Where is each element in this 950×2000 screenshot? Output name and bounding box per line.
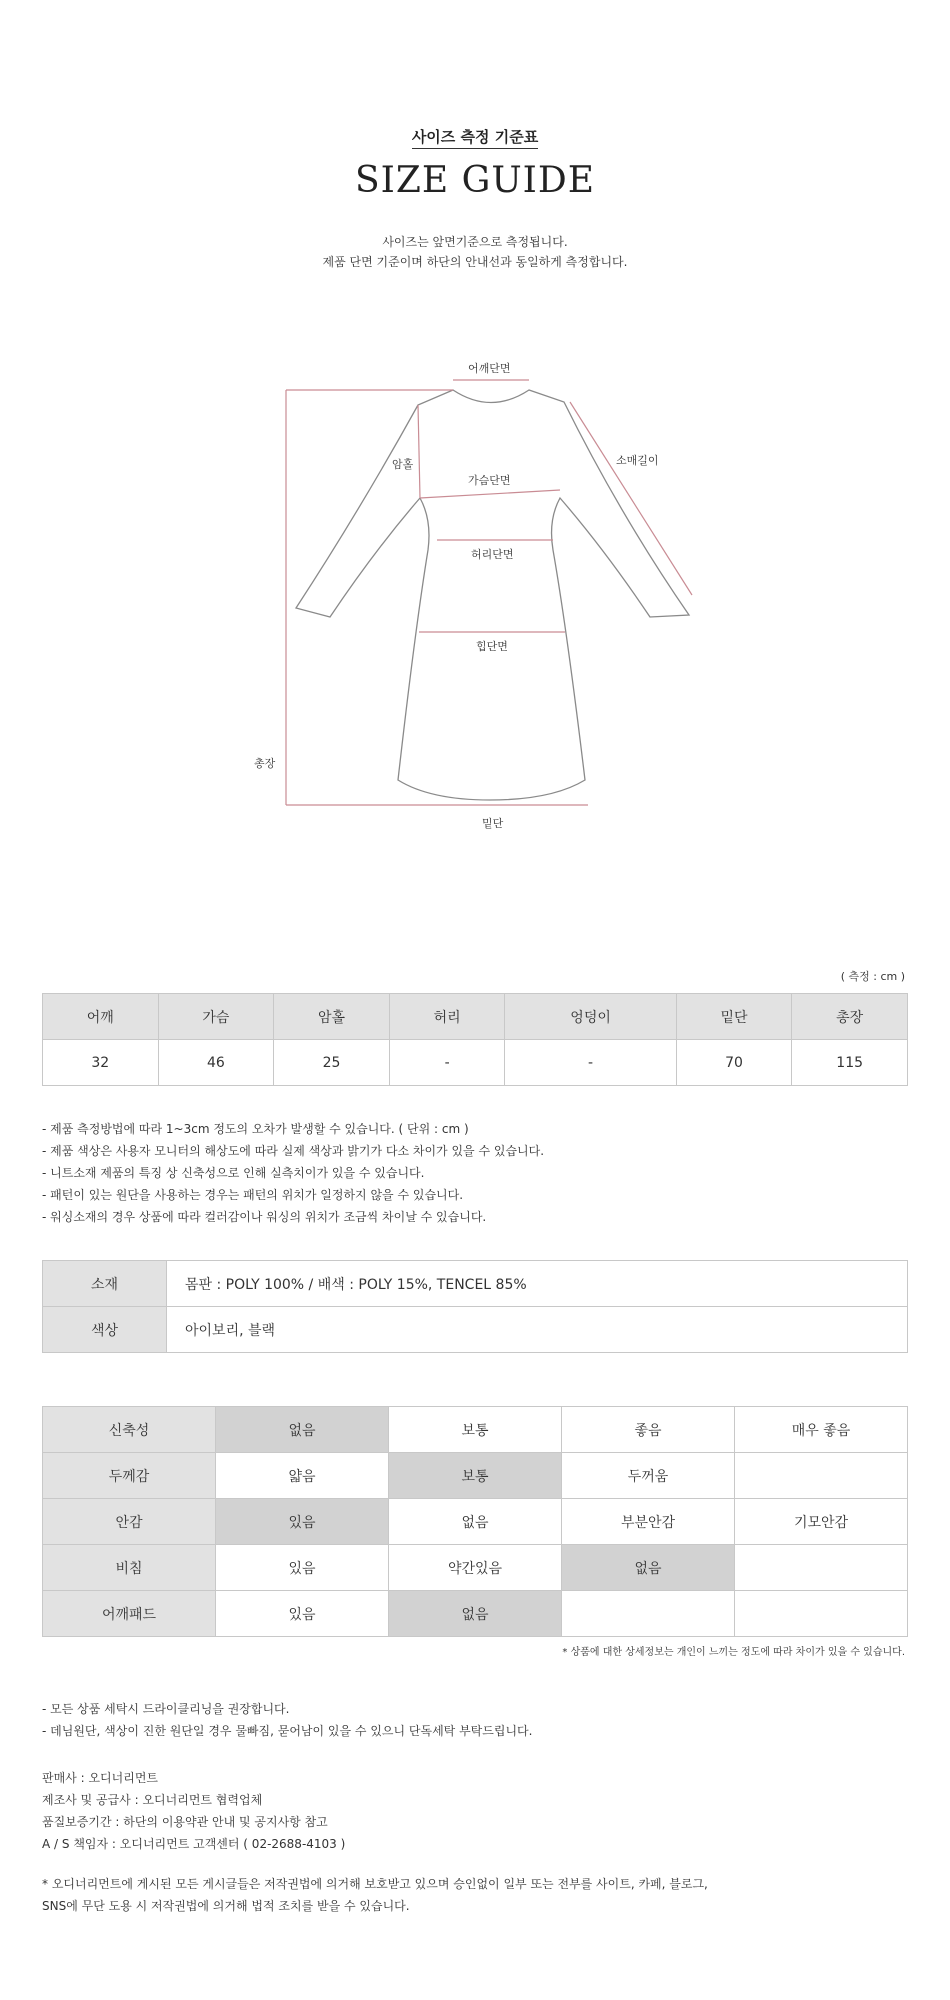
header-total-length: 총장 [792,994,908,1040]
attribute-label: 신축성 [43,1407,216,1453]
attribute-option [735,1545,908,1591]
attribute-label: 어깨패드 [43,1591,216,1637]
intro-line-2: 제품 단면 기준이며 하단의 안내선과 동일하게 측정합니다. [322,255,628,269]
seller-line: 판매사 : 오디너리먼트 [42,1771,159,1785]
attribute-option: 약간있음 [389,1545,562,1591]
header-armhole: 암홀 [274,994,390,1040]
attribute-table [42,1406,908,1637]
attribute-row [43,1545,908,1591]
header-waist: 허리 [389,994,505,1040]
value-total-length: 115 [792,1040,908,1086]
title-ko-text: 사이즈 측정 기준표 [412,128,538,149]
page-title-korean [0,126,950,147]
attribute-option: 보통 [389,1407,562,1453]
value-hip: - [505,1040,676,1086]
value-waist: - [389,1040,505,1086]
attribute-row [43,1407,908,1453]
label-shoulder: 어깨단면 [468,362,511,375]
armhole-measure-line [418,405,420,498]
fabric-row [43,1261,908,1307]
attribute-option: 없음 [389,1499,562,1545]
label-total-length: 총장 [254,757,276,770]
size-table [42,993,908,1086]
attribute-option: 있음 [216,1545,389,1591]
attribute-label: 안감 [43,1499,216,1545]
note-line: - 워싱소재의 경우 상품에 따라 컬러감이나 워싱의 위치가 조금씩 차이날 수 있습니다. [42,1210,487,1224]
header-hip: 엉덩이 [505,994,676,1040]
intro-line-1: 사이즈는 앞면기준으로 측정됩니다. [382,235,568,249]
value-armhole: 25 [274,1040,390,1086]
chest-measure-line [420,490,560,498]
material-table [42,1260,908,1353]
attribute-row [43,1453,908,1499]
attribute-option [562,1591,735,1637]
value-shoulder: 32 [43,1040,159,1086]
label-chest: 가슴단면 [468,474,511,487]
label-hem: 밑단 [482,817,504,830]
header-chest: 가슴 [158,994,274,1040]
note-line: - 제품 측정방법에 따라 1~3cm 정도의 오차가 발생할 수 있습니다. ( 단위 : cm ) [42,1122,469,1136]
attribute-option: 좋음 [562,1407,735,1453]
measurement-notes [42,1118,544,1228]
fabric-value: 몸판 : POLY 100% / 배색 : POLY 15%, TENCEL 85% [167,1261,908,1307]
note-line: - 니트소재 제품의 특징 상 신축성으로 인해 실측치이가 있을 수 있습니다. [42,1166,425,1180]
attribute-option-selected: 있음 [216,1499,389,1545]
note-line: - 제품 색상은 사용자 모니터의 해상도에 따라 실제 색상과 밝기가 다소 차이가 있을 수 있습니다. [42,1144,545,1158]
label-hip: 힙단면 [476,640,508,653]
attribute-label: 두께감 [43,1453,216,1499]
color-label: 색상 [43,1307,167,1353]
seller-line: 품질보증기간 : 하단의 이용약관 안내 및 공지사항 참고 [42,1815,328,1829]
label-waist: 허리단면 [471,548,514,561]
attribute-option: 부분안감 [562,1499,735,1545]
copyright-line: * 오디너리먼트에 게시된 모든 게시글들은 저작권법에 의거해 보호받고 있으며 승인없이 일부 또는 전부를 사이트, 카페, 블로그, [42,1877,708,1891]
attribute-option-selected: 보통 [389,1453,562,1499]
attribute-option: 두꺼움 [562,1453,735,1499]
intro-text [0,232,950,272]
care-notes [42,1698,532,1742]
label-sleeve: 소매길이 [616,454,659,467]
measurement-diagram [0,350,950,840]
attribute-option: 얇음 [216,1453,389,1499]
attribute-label: 비침 [43,1545,216,1591]
note-line: - 패턴이 있는 원단을 사용하는 경우는 패턴의 위치가 일정하지 않을 수 있습니다. [42,1188,464,1202]
seller-info [42,1767,345,1855]
attribute-row [43,1499,908,1545]
attribute-row [43,1591,908,1637]
header-hem: 밑단 [676,994,792,1040]
dress-illustration [0,350,950,840]
seller-line: 제조사 및 공급사 : 오디너리먼트 협력업체 [42,1793,263,1807]
attribute-option-selected: 없음 [216,1407,389,1453]
seller-line: A / S 책임자 : 오디너리먼트 고객센터 ( 02-2688-4103 ) [42,1837,346,1851]
page-title-english: SIZE GUIDE [354,160,596,201]
attribute-option: 있음 [216,1591,389,1637]
label-armhole: 암홀 [392,458,414,471]
attribute-option [735,1591,908,1637]
color-value: 아이보리, 블랙 [167,1307,908,1353]
copyright-line: SNS에 무단 도용 시 저작권법에 의거해 법적 조치를 받을 수 있습니다. [42,1899,410,1913]
size-value-row [43,1040,908,1086]
care-note-line: - 모든 상품 세탁시 드라이클리닝을 권장합니다. [42,1702,290,1716]
value-hem: 70 [676,1040,792,1086]
value-chest: 46 [158,1040,274,1086]
header-shoulder: 어깨 [43,994,159,1040]
copyright-notice [42,1873,708,1917]
attribute-option: 기모안감 [735,1499,908,1545]
unit-note: ( 측정 : cm ) [840,970,905,983]
attribute-option-selected: 없음 [389,1591,562,1637]
sleeve-measure-line [570,402,692,595]
attribute-note: * 상품에 대한 상세정보는 개인이 느끼는 정도에 따라 차이가 있을 수 있습니다. [562,1647,905,1658]
attribute-option: 매우 좋음 [735,1407,908,1453]
size-header-row [43,994,908,1040]
attribute-option-selected: 없음 [562,1545,735,1591]
fabric-label: 소재 [43,1261,167,1307]
care-note-line: - 데님원단, 색상이 진한 원단일 경우 물빠짐, 묻어남이 있을 수 있으니 단독세탁 부탁드립니다. [42,1724,533,1738]
color-row [43,1307,908,1353]
attribute-option [735,1453,908,1499]
